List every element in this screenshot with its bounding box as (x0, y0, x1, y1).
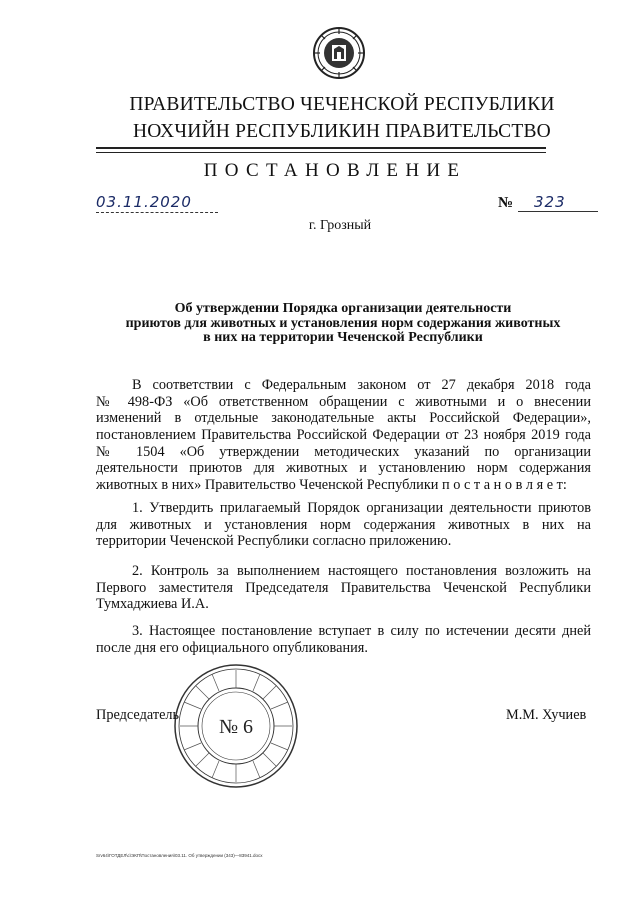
document-city: г. Грозный (308, 218, 372, 233)
document-number: 323 (518, 193, 598, 212)
clause-3-paragraph (96, 623, 591, 656)
text-line: 3. Настоящее постановление вступает в силу по истечении десяти дней (132, 623, 591, 639)
header-divider-thick (96, 147, 546, 149)
official-seal-stamp (172, 662, 300, 790)
header-divider-thin (96, 152, 546, 153)
text-line: деятельности приютов для животных и установлению норм содержания (96, 460, 591, 477)
document-date: 03.11.2020 (96, 193, 218, 213)
clause-2-paragraph (96, 563, 591, 613)
text-line: постановлением Правительства Российской Федерации от 23 ноября 2019 года (96, 427, 591, 444)
preamble-paragraph (96, 377, 591, 494)
text-line: № 498-ФЗ «Об ответственном обращении с животными и о внесении (96, 393, 591, 410)
text-line: для животных и установления норм содержания животных в них на (96, 516, 591, 533)
title-line: в них на территории Чеченской Республики (203, 330, 483, 345)
text-line: 1. Утвердить прилагаемый Порядок организации деятельности приютов (132, 500, 591, 516)
text-line: животных в них» Правительство Чеченской Республики п о с т а н о в л я е т: (96, 477, 567, 494)
file-path-footnote: Srv64\ГОТДЕЛ\с\ЭКП\Постановления\03.11. Об утверждении (343)—83941.docx (96, 853, 263, 858)
title-line: Об утверждении Порядка организации деятельности (174, 301, 512, 316)
text-line: № 1504 «Об утверждении методических указаний по организации (96, 443, 591, 460)
text-line: Первого заместителя Председателя Правительства Чеченской Республики (96, 579, 591, 596)
signer-name: М.М. Хучиев (506, 707, 587, 723)
text-line: 2. Контроль за выполнением настоящего постановления возложить на (132, 563, 591, 579)
title-line: приютов для животных и установления норм содержания животных (125, 315, 561, 331)
text-line: Тумхаджиева И.А. (96, 596, 209, 613)
text-line: территории Чеченской Республики согласно приложению. (96, 533, 452, 550)
stamp-number: № 6 (218, 716, 254, 738)
republic-emblem-icon (312, 26, 366, 80)
document-type: ПОСТАНОВЛЕНИЕ (203, 160, 467, 181)
text-line: В соответствии с Федеральным законом от 27 декабря 2018 года (132, 377, 591, 393)
signer-role: Председатель (96, 707, 180, 723)
clause-1-paragraph (96, 500, 591, 550)
text-line: после дня его официального опубликования. (96, 639, 368, 656)
government-name-chechen: НОХЧИЙН РЕСПУБЛИКИН ПРАВИТЕЛЬСТВО (133, 121, 551, 142)
text-line: изменений в отдельные законодательные акты Российской Федерации», (96, 410, 591, 427)
document-title (108, 302, 578, 346)
government-name-russian: ПРАВИТЕЛЬСТВО ЧЕЧЕНСКОЙ РЕСПУБЛИКИ (129, 94, 555, 115)
number-label: № (498, 195, 514, 211)
